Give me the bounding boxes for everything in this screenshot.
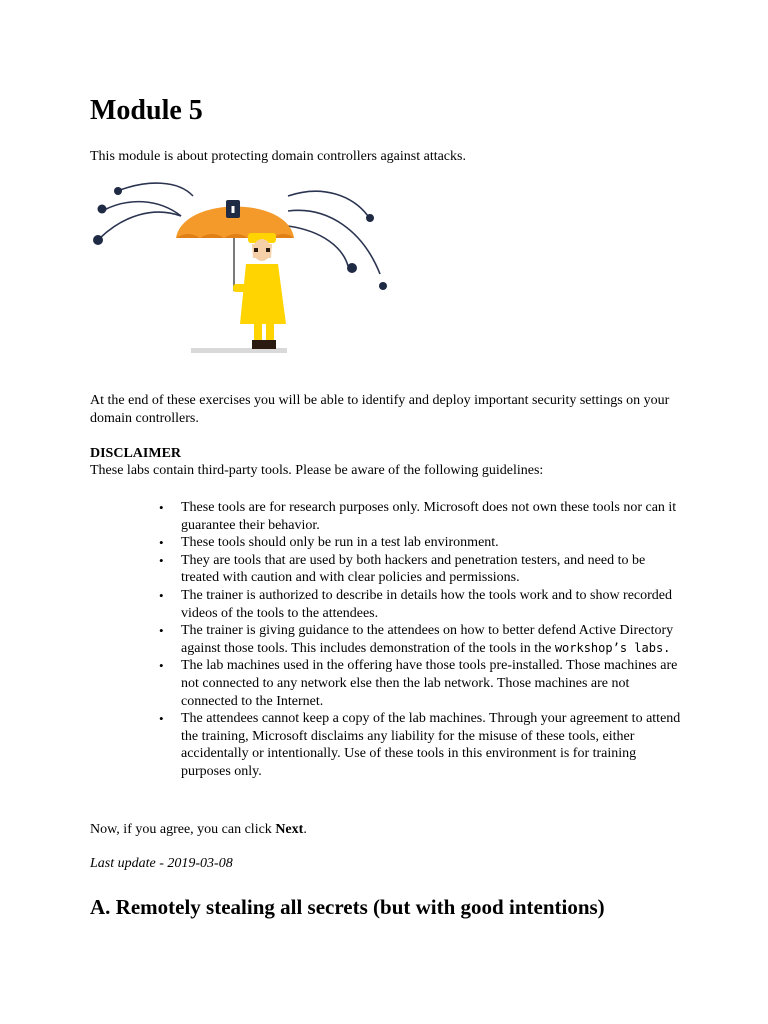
next-suffix: . [303, 822, 307, 837]
list-item: • These tools should only be run in a test lab environment. [181, 534, 686, 552]
next-prefix: Now, if you agree, you can click [90, 822, 276, 837]
list-item-text: The trainer is giving guidance to the attendees on how to better defend Active Directory against those tools. This includes demonstration of the tools in the [181, 623, 674, 656]
disclaimer-text: These labs contain third-party tools. Please be aware of the following guidelines: [90, 463, 544, 478]
list-item: • The attendees cannot keep a copy of the lab machines. Through your agreement to attend the training, Microsoft disclaims any liability for the misuse of these tools, either accidentally or intentionally. Use of these tools in this environment is for training purposes only. [181, 710, 686, 780]
next-instruction [90, 821, 680, 839]
guidelines-list [181, 499, 686, 781]
list-item: • These tools are for research purposes only. Microsoft does not own these tools nor can it guarantee their behavior. [181, 499, 686, 534]
list-item [181, 622, 686, 657]
raincoat [240, 264, 286, 324]
section-heading: A. Remotely stealing all secrets (but with good intentions) [90, 895, 605, 919]
boots [252, 340, 264, 349]
umbrella-person-illustration [88, 176, 398, 361]
next-keyword: Next [275, 822, 304, 837]
module-intro: This module is about protecting domain controllers against attacks. [90, 149, 466, 164]
objective-text: At the end of these exercises you will be able to identify and deploy important security settings on your domain controllers. [90, 393, 670, 426]
page-title: Module 5 [90, 95, 203, 126]
list-item: • They are tools that are used by both hackers and penetration testers, and need to be treated with caution and with clear policies and permissions. [181, 552, 686, 587]
list-item-tail: workshop’s labs. [554, 640, 671, 655]
disclaimer-heading: DISCLAIMER [90, 446, 182, 461]
list-item: • The trainer is authorized to describe in details how the tools work and to show recorded videos of the tools to the attendees. [181, 587, 686, 622]
list-item: • The lab machines used in the offering have those tools pre-installed. Those machines are not connected to any network else then the lab network. Those machines are not connected to the Internet. [181, 657, 686, 710]
last-update: Last update - 2019-03-08 [90, 856, 233, 871]
